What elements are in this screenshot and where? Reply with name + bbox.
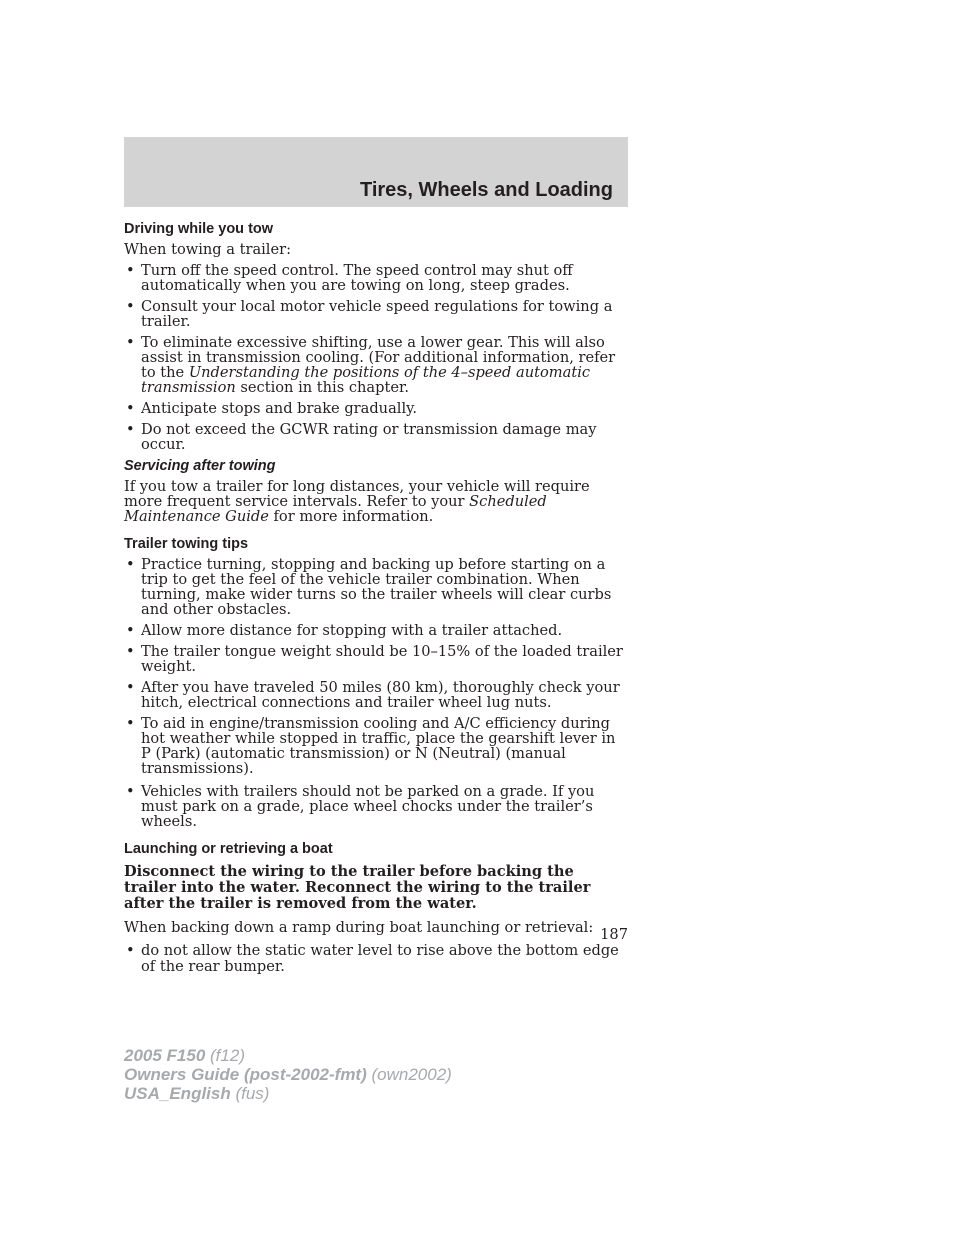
boat-intro: When backing down a ramp during boat launching or retrieval: bbox=[124, 919, 594, 936]
heading-driving-while-you-tow: Driving while you tow bbox=[124, 221, 274, 237]
list-item-text: To eliminate excessive shifting, use a lower gear. This will also assist in transmission cooling. (For additional information, refer to the bbox=[141, 334, 616, 381]
footer-code: (fus) bbox=[230, 1084, 270, 1103]
list-item: • To aid in engine/transmission cooling and A/C efficiency during hot weather while stopped in traffic, place the gearshift lever in P (Park) (automatic transmission) or N (Neutral) (manual transmissions). bbox=[124, 716, 628, 776]
heading-launching-or-retrieving-a-boat: Launching or retrieving a boat bbox=[124, 841, 333, 857]
page-content bbox=[124, 221, 628, 981]
list-item: • Consult your local motor vehicle speed regulations for towing a trailer. bbox=[124, 299, 628, 329]
heading-trailer-towing-tips: Trailer towing tips bbox=[124, 536, 249, 552]
footer-language: USA_English bbox=[124, 1084, 231, 1103]
paragraph-text: for more information. bbox=[268, 508, 434, 525]
footer-line bbox=[124, 1046, 452, 1065]
footer-guide: Owners Guide (post-2002-fmt) bbox=[124, 1065, 367, 1084]
driving-intro: When towing a trailer: bbox=[124, 241, 292, 258]
cross-reference: Understanding the positions of the 4–speed automatic transmission bbox=[141, 364, 591, 396]
cross-reference: Scheduled Maintenance Guide bbox=[124, 493, 547, 525]
document-footer bbox=[124, 1046, 452, 1103]
list-item: • Practice turning, stopping and backing up before starting on a trip to get the feel of the vehicle trailer combination. When turning, make wider turns so the trailer wheels will clear curbs and other obstacles. bbox=[124, 557, 628, 617]
footer-code: (own2002) bbox=[366, 1065, 452, 1084]
list-item: • The trailer tongue weight should be 10–15% of the loaded trailer weight. bbox=[124, 644, 628, 674]
list-item: • do not allow the static water level to rise above the bottom edge of the rear bumper. bbox=[124, 943, 628, 975]
list-item-text: section in this chapter. bbox=[235, 379, 409, 396]
heading-servicing-after-towing: Servicing after towing bbox=[124, 458, 276, 474]
tips-bullet-list bbox=[124, 557, 628, 829]
section-title: Tires, Wheels and Loading bbox=[359, 179, 613, 201]
list-item: • Anticipate stops and brake gradually. bbox=[124, 401, 628, 416]
page-number: 187 bbox=[600, 926, 628, 943]
servicing-paragraph bbox=[124, 479, 628, 524]
footer-line bbox=[124, 1065, 452, 1084]
footer-code: (f12) bbox=[205, 1046, 245, 1065]
list-item: • Vehicles with trailers should not be parked on a grade. If you must park on a grade, place wheel chocks under the trailer’s wheels. bbox=[124, 784, 628, 829]
list-item bbox=[124, 335, 628, 395]
section-header-band bbox=[124, 137, 628, 207]
paragraph-text: If you tow a trailer for long distances, your vehicle will require more frequent service intervals. Refer to your bbox=[124, 478, 590, 510]
driving-bullet-list bbox=[124, 263, 628, 452]
footer-line bbox=[124, 1084, 452, 1103]
boat-warning: Disconnect the wiring to the trailer before backing the trailer into the water. Reconnect the wiring to the trailer after the trailer is removed from the water. bbox=[124, 863, 591, 912]
list-item: • Do not exceed the GCWR rating or transmission damage may occur. bbox=[124, 422, 628, 452]
footer-model: 2005 F150 bbox=[124, 1046, 206, 1065]
list-item: • After you have traveled 50 miles (80 km), thoroughly check your hitch, electrical connections and trailer wheel lug nuts. bbox=[124, 680, 628, 710]
boat-bullet-list bbox=[124, 943, 628, 975]
list-item: • Allow more distance for stopping with a trailer attached. bbox=[124, 623, 628, 638]
list-item: • Turn off the speed control. The speed control may shut off automatically when you are towing on long, steep grades. bbox=[124, 263, 628, 293]
